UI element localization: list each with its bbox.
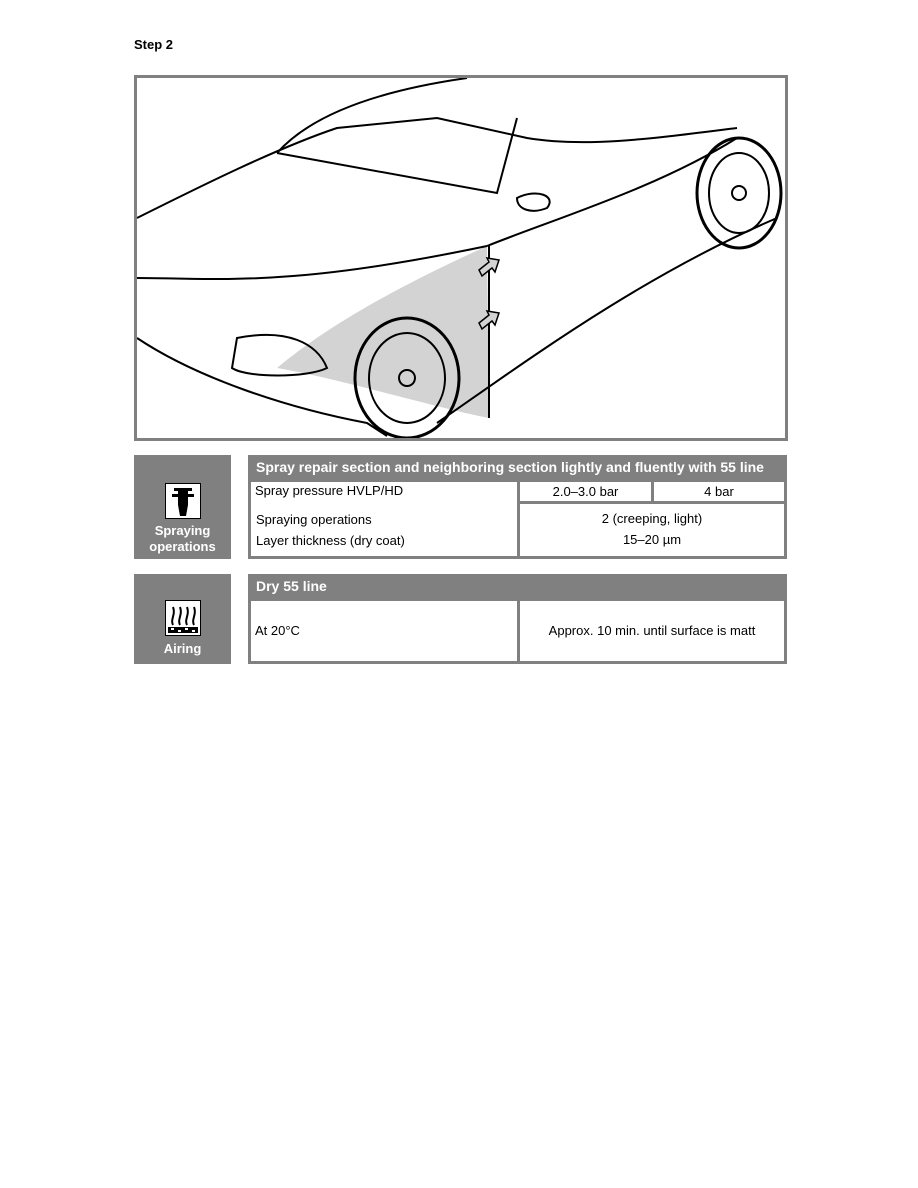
airing-table [248,574,787,664]
layer-thickness-label: Layer thickness (dry coat) [256,533,405,548]
spraying-label-line1: Spraying [154,523,211,538]
spraying-header: Spray repair section and neighboring section lightly and fluently with 55 line [256,459,764,475]
spraying-label-line2: operations [149,539,216,554]
airing-condition-label: At 20°C [251,601,517,661]
airing-duration-value: Approx. 10 min. until surface is matt [520,601,784,661]
spraying-table [248,455,787,559]
layer-thickness-value: 15–20 µm [622,532,682,547]
spray-pressure-label: Spray pressure HVLP/HD [251,482,517,556]
spraying-operations-value: 2 (creeping, light) [601,511,703,526]
spray-gun-icon [165,483,201,519]
spraying-operations-panel [134,455,231,559]
airing-label: Airing [163,641,202,656]
step-title: Step 2 [134,37,174,52]
heat-waves-icon [165,600,201,636]
spraying-values-cell [520,504,784,556]
spray-pressure-hd-value: 4 bar [654,482,784,501]
spraying-operations-label: Spraying operations [256,512,372,527]
airing-header: Dry 55 line [256,578,327,594]
car-illustration [134,75,788,441]
airing-panel [134,574,231,664]
spray-pressure-hvlp-value: 2.0–3.0 bar [520,482,651,501]
